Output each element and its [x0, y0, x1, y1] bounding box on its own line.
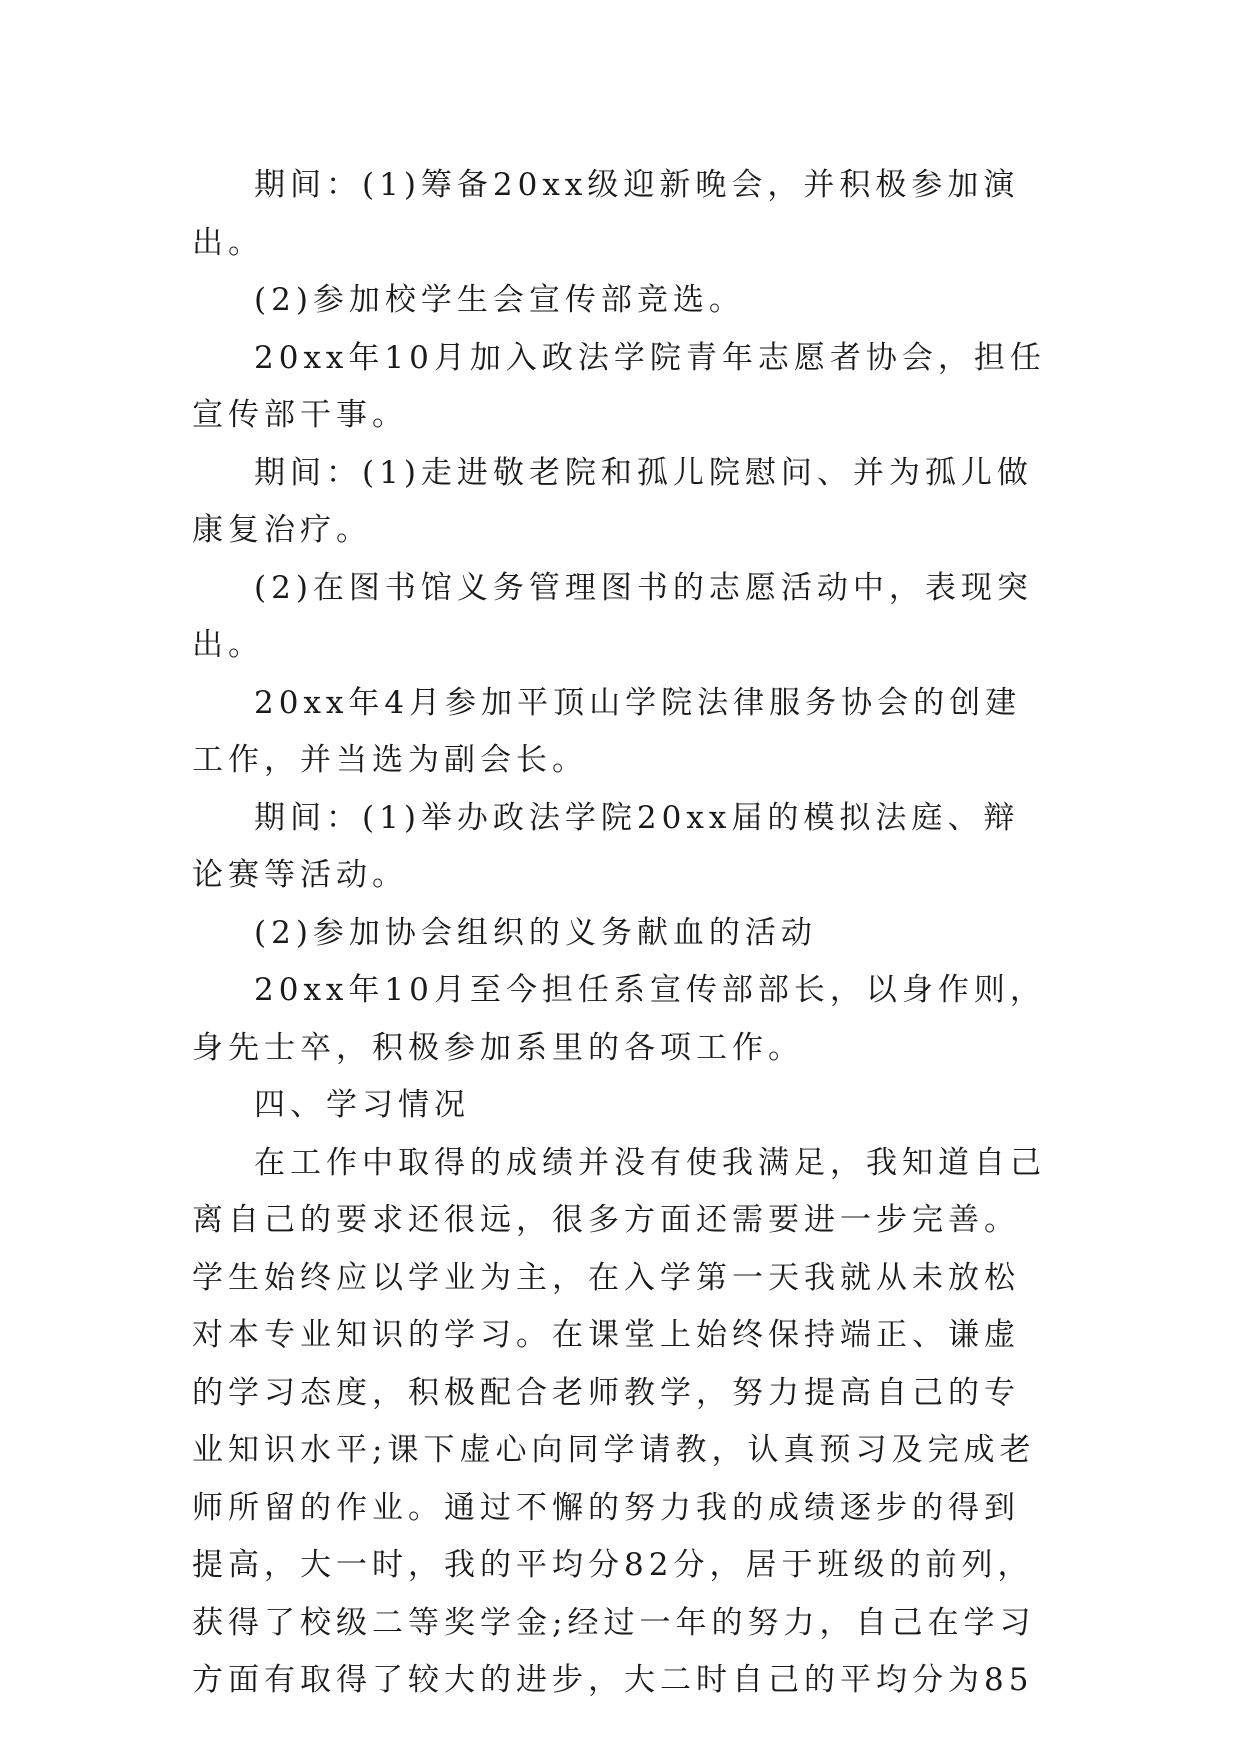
paragraph-volunteer-join: 20xx年10月加入政法学院青年志愿者协会，担任宣传部干事。: [192, 339, 1046, 433]
paragraph-volunteer-activity-2: (2)在图书馆义务管理图书的志愿活动中，表现突出。: [192, 569, 1033, 663]
paragraph-law-activity-2: (2)参加协会组织的义务献血的活动: [254, 914, 817, 951]
paragraph-activity-2: (2)参加校学生会宣传部竞选。: [254, 282, 745, 318]
paragraph-study-situation: 在工作中取得的成绩并没有使我满足，我知道自己离自己的要求还很远，很多方面还需要进一步完善。学生始终应以学业为主，在入学第一天我就从未放松对本专业知识的学习。在课堂上始终保持端正、谦虚的学习态度，积极配合老师教学，努力提高自己的专业知识水平;课下虚心向同学请教，认真预习及完成老师所留的作业。通过不懈的努力我的成绩逐步的得到提高，大一时，我的平均分82分，居于班级的前列，获得了校级二等奖学金;经过一年的努力，自己在学习方面有取得了较大的进步，大二时自己的平均分为85: [192, 1144, 1046, 1698]
body-text: [192, 157, 1052, 1710]
paragraph-law-activity-1: 期间：(1)举办政法学院20xx届的模拟法庭、辩论赛等活动。: [192, 799, 1020, 893]
section-heading-study: 四、学习情况: [254, 1087, 470, 1123]
paragraph-law-association: 20xx年4月参加平顶山学院法律服务协会的创建工作，并当选为副会长。: [192, 684, 1022, 778]
paragraph-publicity-minister: 20xx年10月至今担任系宣传部部长，以身作则，身先士卒，积极参加系里的各项工作。: [192, 972, 1046, 1066]
paragraph-volunteer-activity-1: 期间：(1)走进敬老院和孤儿院慰问、并为孤儿做康复治疗。: [192, 454, 1033, 548]
paragraph-activity-1: 期间：(1)筹备20xx级迎新晚会，并积极参加演出。: [192, 167, 1020, 261]
